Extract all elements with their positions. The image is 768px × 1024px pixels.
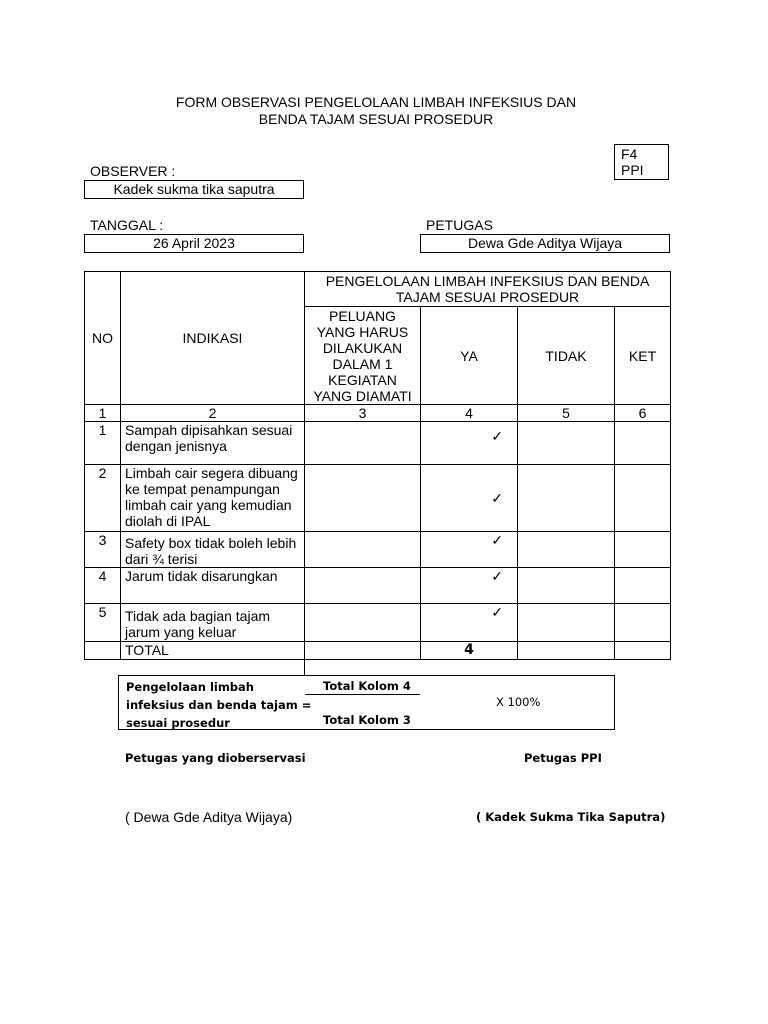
signature-left-title: Petugas yang dioberservasi <box>125 751 306 765</box>
table-row <box>85 532 671 568</box>
row-no: 1 <box>85 422 121 465</box>
table-row <box>85 604 671 642</box>
row-tidak[interactable] <box>518 532 615 568</box>
formula-label <box>126 678 311 732</box>
total-no-cell <box>85 642 121 660</box>
form-title-line2: BENDA TAJAM SESUAI PROSEDUR <box>258 111 494 127</box>
row-ket[interactable] <box>615 465 671 532</box>
col-number-1: 1 <box>85 405 121 422</box>
check-icon[interactable]: ✓ <box>421 465 518 532</box>
fraction-line <box>305 694 420 695</box>
form-title-line1: FORM OBSERVASI PENGELOLAAN LIMBAH INFEKSIUS DAN <box>175 94 577 110</box>
header-peluang: PELUANG YANG HARUS DILAKUKAN DALAM 1 KEGIATAN YANG DIAMATI <box>305 307 421 405</box>
row-no: 5 <box>85 604 121 642</box>
table-row <box>85 422 671 465</box>
col-number-2: 2 <box>121 405 305 422</box>
formula-box <box>118 675 615 730</box>
header-group: PENGELOLAAN LIMBAH INFEKSIUS DAN BENDA TAJAM SESUAI PROSEDUR <box>305 272 671 307</box>
row-indikasi: Sampah dipisahkan sesuai dengan jenisnya <box>121 422 305 465</box>
row-peluang[interactable] <box>305 604 421 642</box>
signature-right-title: Petugas PPI <box>524 751 602 765</box>
formula-multiplier: X 100% <box>496 695 541 709</box>
row-peluang[interactable] <box>305 422 421 465</box>
check-icon[interactable]: ✓ <box>421 532 518 568</box>
petugas-field[interactable]: Dewa Gde Aditya Wijaya <box>420 234 670 253</box>
row-peluang[interactable] <box>305 532 421 568</box>
tanggal-field[interactable]: 26 April 2023 <box>84 234 304 253</box>
connector-line <box>304 657 305 676</box>
row-ket[interactable] <box>615 604 671 642</box>
check-icon[interactable]: ✓ <box>421 604 518 642</box>
row-peluang[interactable] <box>305 568 421 604</box>
row-ket[interactable] <box>615 532 671 568</box>
row-indikasi: Limbah cair segera dibuang ke tempat penampungan limbah cair yang kemudian diolah di IPAL <box>121 465 305 532</box>
row-no: 4 <box>85 568 121 604</box>
petugas-label: PETUGAS <box>426 217 493 233</box>
row-ket[interactable] <box>615 422 671 465</box>
row-tidak[interactable] <box>518 465 615 532</box>
total-peluang[interactable] <box>305 642 421 660</box>
signature-right-name: ( Kadek Sukma Tika Saputra) <box>476 810 666 824</box>
formula-denominator: Total Kolom 3 <box>323 713 411 727</box>
signature-left-name: ( Dewa Gde Aditya Wijaya) <box>125 809 293 825</box>
header-indikasi: INDIKASI <box>121 272 305 405</box>
row-peluang[interactable] <box>305 465 421 532</box>
header-tidak: TIDAK <box>518 307 615 405</box>
observer-field[interactable]: Kadek sukma tika saputra <box>84 180 304 199</box>
formula-label-line3: sesuai prosedur <box>126 716 230 730</box>
total-label: TOTAL <box>121 642 305 660</box>
form-code-line1: F4 <box>621 146 638 162</box>
total-tidak[interactable] <box>518 642 615 660</box>
header-no: NO <box>85 272 121 405</box>
form-code-line2: PPI <box>621 162 644 178</box>
col-number-5: 5 <box>518 405 615 422</box>
total-ya[interactable]: 4 <box>421 642 518 660</box>
observation-table <box>84 271 671 660</box>
table-row <box>85 568 671 604</box>
col-number-4: 4 <box>421 405 518 422</box>
tanggal-label: TANGGAL : <box>90 217 164 233</box>
row-tidak[interactable] <box>518 422 615 465</box>
row-indikasi: Safety box tidak boleh lebih dari ¾ terisi <box>121 532 305 568</box>
row-tidak[interactable] <box>518 604 615 642</box>
row-indikasi: Tidak ada bagian tajam jarum yang keluar <box>121 604 305 642</box>
header-ya: YA <box>421 307 518 405</box>
check-icon[interactable]: ✓ <box>421 568 518 604</box>
row-tidak[interactable] <box>518 568 615 604</box>
col-number-3: 3 <box>305 405 421 422</box>
header-ket: KET <box>615 307 671 405</box>
formula-label-line1: Pengelolaan limbah <box>126 680 254 694</box>
col-number-6: 6 <box>615 405 671 422</box>
formula-label-line2: infeksius dan benda tajam = <box>126 698 312 712</box>
row-indikasi: Jarum tidak disarungkan <box>121 568 305 604</box>
row-ket[interactable] <box>615 568 671 604</box>
row-no: 2 <box>85 465 121 532</box>
row-no: 3 <box>85 532 121 568</box>
observer-label: OBSERVER : <box>90 163 176 179</box>
table-row <box>85 465 671 532</box>
total-ket[interactable] <box>615 642 671 660</box>
formula-numerator: Total Kolom 4 <box>323 679 411 693</box>
total-row <box>85 642 671 660</box>
form-code-box <box>614 144 669 180</box>
check-icon[interactable]: ✓ <box>421 422 518 465</box>
